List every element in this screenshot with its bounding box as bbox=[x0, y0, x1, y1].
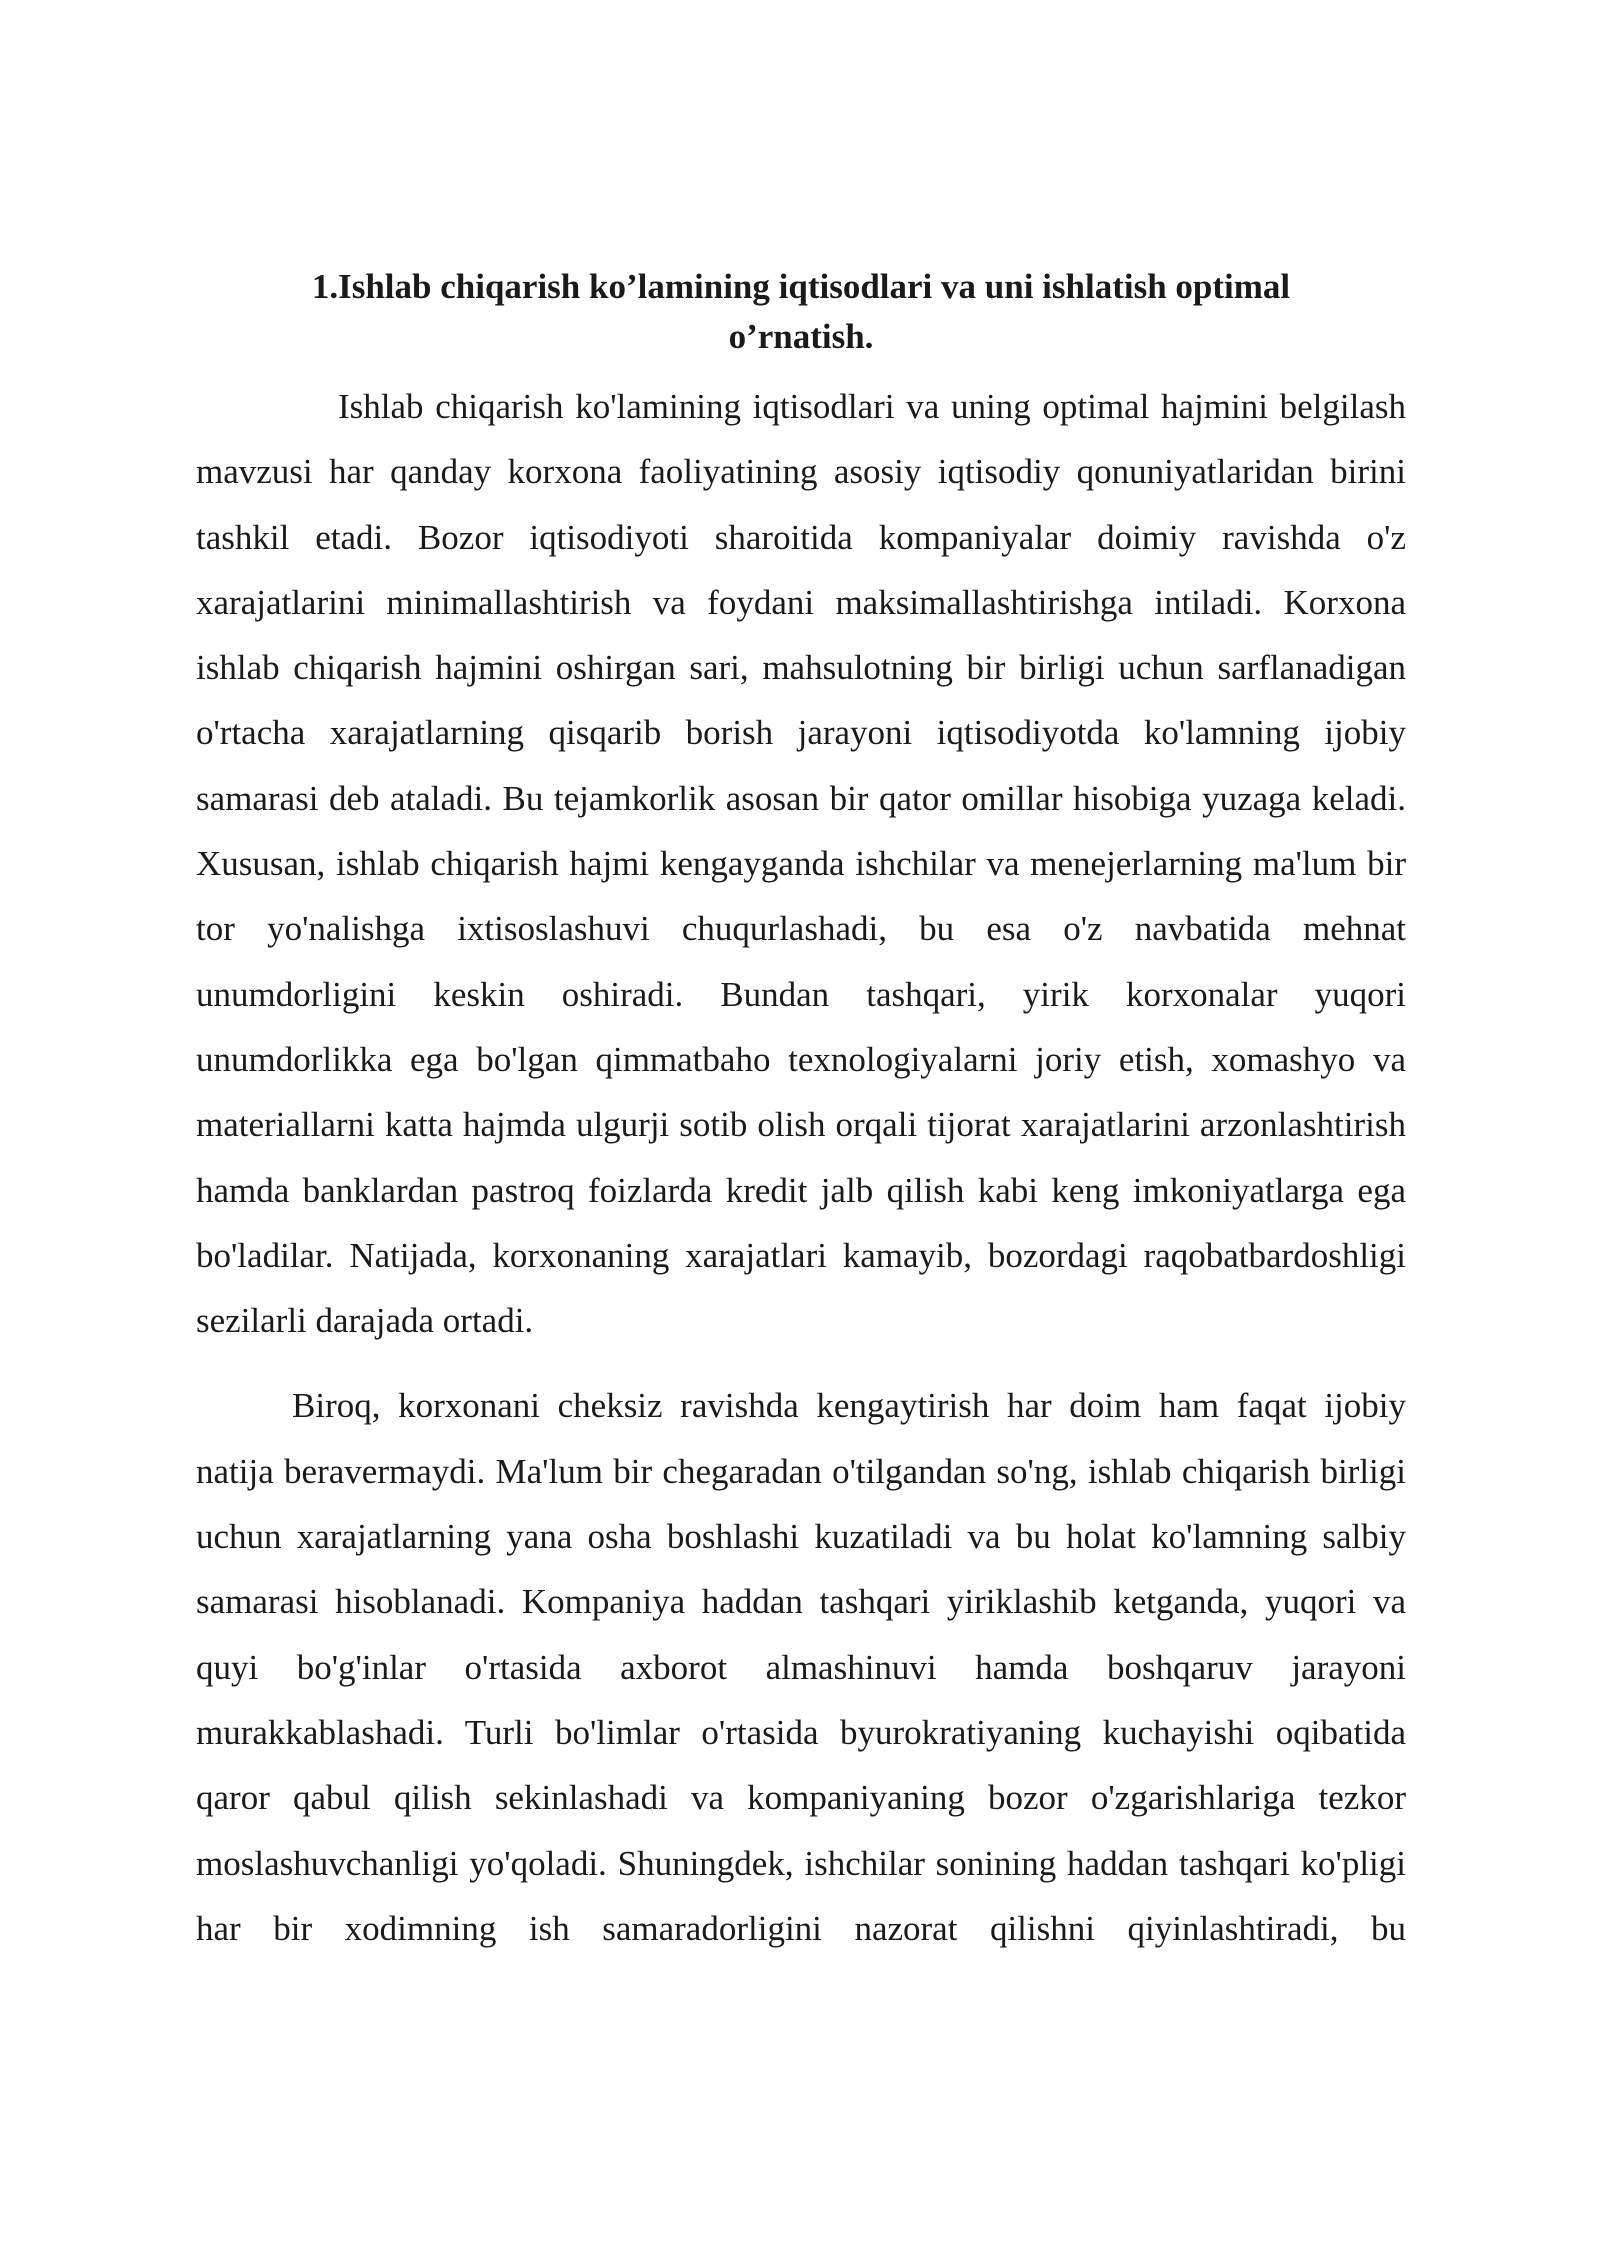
paragraph-2: Biroq, korxonani cheksiz ravishda kengaytirish har doim ham faqat ijobiy natija beravermaydi. Ma'lum bir chegaradan o'tilgandan so'ng, ishlab chiqarish birligi uchun xarajatlarning yana osha boshlashi kuzatiladi va bu holat ko'lamning salbiy samarasi hisoblanadi. Kompaniya haddan tashqari yiriklashib ketganda, yuqori va quyi bo'g'inlar o'rtasida axborot almashinuvi hamda boshqaruv jarayoni murakkablashadi. Turli bo'limlar o'rtasida byurokratiyaning kuchayishi oqibatida qaror qabul qilish sekinlashadi va kompaniyaning bozor o'zgarishlariga tezkor moslashuvchanligi yo'qoladi. Shuningdek, ishchilar sonining haddan tashqari ko'pligi har bir xodimning ish samaradorligini nazorat qilishni qiyinlashtiradi, bu bbox=[196, 1386, 1406, 1948]
document-title: 1.Ishlab chiqarish ko’lamining iqtisodlari va uni ishlatish optimal o’rnatish. bbox=[311, 267, 1291, 356]
document-body bbox=[196, 262, 1406, 1961]
paragraph-1: Ishlab chiqarish ko'lamining iqtisodlari va uning optimal hajmini belgilash mavzusi har qanday korxona faoliyatining asosiy iqtisodiy qonuniyatlaridan birini tashkil etadi. Bozor iqtisodiyoti sharoitida kompaniyalar doimiy ravishda o'z xarajatlarini minimallashtirish va foydani maksimallashtirishga intiladi. Korxona ishlab chiqarish hajmini oshirgan sari, mahsulotning bir birligi uchun sarflanadigan o'rtacha xarajatlarning qisqarib borish jarayoni iqtisodiyotda ko'lamning ijobiy samarasi deb ataladi. Bu tejamkorlik asosan bir qator omillar hisobiga yuzaga keladi. Xususan, ishlab chiqarish hajmi kengayganda ishchilar va menejerlarning ma'lum bir tor yo'nalishga ixtisoslashuvi chuqurlashadi, bu esa o'z navbatida mehnat unumdorligini keskin oshiradi. Bundan tashqari, yirik korxonalar yuqori unumdorlikka ega bo'lgan qimmatbaho texnologiyalarni joriy etish, xomashyo va materiallarni katta hajmda ulgurji sotib olish orqali tijorat xarajatlarini arzonlashtirish hamda banklardan pastroq foizlarda kredit jalb qilish kabi keng imkoniyatlarga ega bo'ladilar. Natijada, korxonaning xarajatlari kamayib, bozordagi raqobatbardoshligi sezilarli darajada ortadi. bbox=[196, 387, 1406, 1341]
